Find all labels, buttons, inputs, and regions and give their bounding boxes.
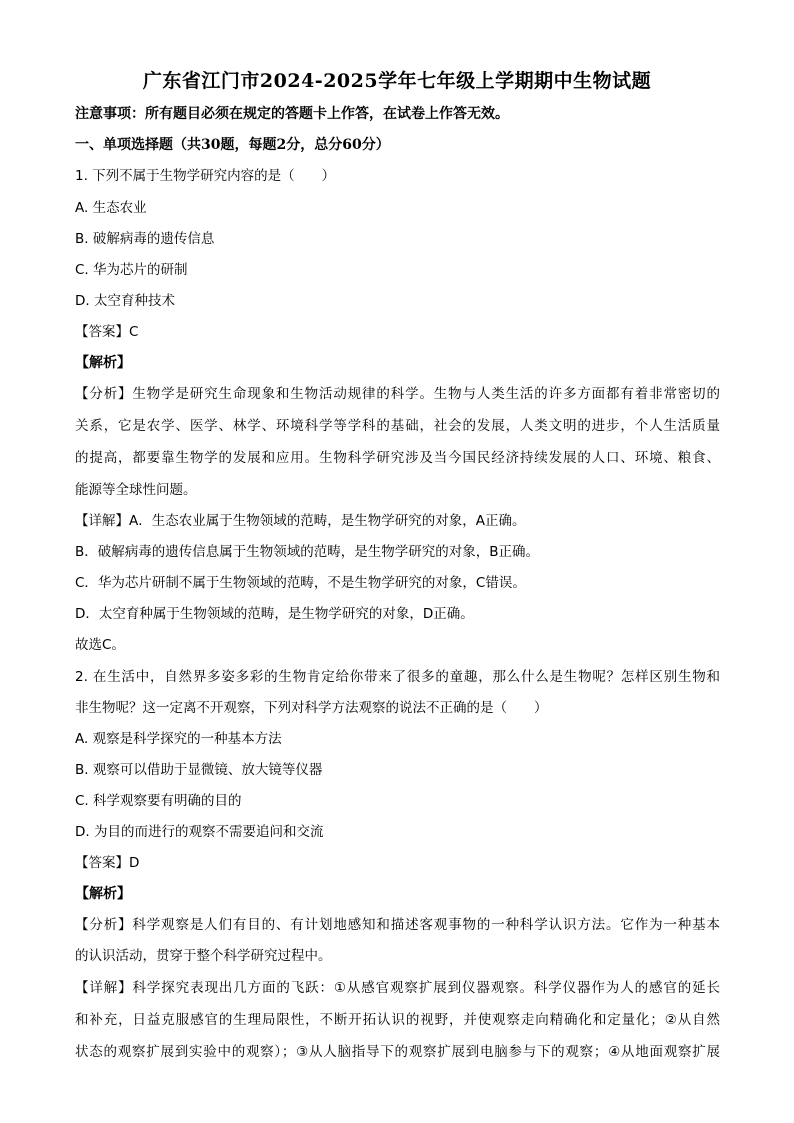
notice: 注意事项：所有题目必须在规定的答题卡上作答，在试卷上作答无效。 bbox=[75, 106, 509, 122]
question-1-analysis-label: 【解析】 bbox=[75, 355, 131, 371]
question-2-analysis-line: 的认识活动，贯穿于整个科学研究过程中。 bbox=[75, 948, 332, 964]
question-1-answer: 【答案】C bbox=[75, 324, 139, 340]
question-1-analysis-line: 能源等全球性问题。 bbox=[75, 482, 197, 498]
question-2-option-c: C. 科学观察要有明确的目的 bbox=[75, 793, 242, 809]
question-2-detail-line: 【详解】科学探究表现出几方面的飞跃：①从感官观察扩展到仪器观察。科学仪器作为人的感官的延长 bbox=[75, 980, 720, 996]
question-1-stem: 1. 下列不属于生物学研究内容的是（ ） bbox=[75, 168, 336, 184]
question-1-detail-line: D．太空育种属于生物领域的范畴，是生物学研究的对象，D正确。 bbox=[75, 606, 474, 622]
question-2-option-a: A. 观察是科学探究的一种基本方法 bbox=[75, 731, 282, 747]
question-1-detail-line: C．华为芯片研制不属于生物领域的范畴，不是生物学研究的对象，C错误。 bbox=[75, 575, 526, 591]
question-1-analysis-line: 关系，它是农学、医学、林学、环境科学等学科的基础，社会的发展，人类文明的进步，个人生活质量 bbox=[75, 418, 720, 434]
question-2-detail-line: 和补充，日益克服感官的生理局限性，不断开拓认识的视野，并使观察走向精确化和定量化；②从自然 bbox=[75, 1012, 720, 1028]
question-1-option-c: C. 华为芯片的研制 bbox=[75, 262, 188, 278]
section-heading: 一、单项选择题（共30题，每题2分，总分60分） bbox=[75, 137, 390, 153]
question-1-detail-line: 【详解】A．生态农业属于生物领域的范畴，是生物学研究的对象，A正确。 bbox=[75, 513, 526, 529]
question-1-option-a: A. 生态农业 bbox=[75, 200, 147, 216]
question-1-option-b: B. 破解病毒的遗传信息 bbox=[75, 231, 215, 247]
question-1-option-d: D. 太空育种技术 bbox=[75, 293, 175, 309]
page-title: 广东省江门市2024-2025学年七年级上学期期中生物试题 bbox=[142, 70, 652, 92]
question-2-option-d: D. 为目的而进行的观察不需要追问和交流 bbox=[75, 824, 324, 840]
question-2-analysis-line: 【分析】科学观察是人们有目的、有计划地感知和描述客观事物的一种科学认识方法。它作为一种基本 bbox=[75, 917, 720, 933]
question-2-stem-line: 非生物呢？这一定离不开观察，下列对科学方法观察的说法不正确的是（ ） bbox=[75, 700, 548, 716]
question-1-analysis-line: 的提高，都要靠生物学的发展和应用。生物科学研究涉及当今国民经济持续发展的人口、环境、粮食、 bbox=[75, 450, 720, 466]
question-1-analysis-line: 【分析】生物学是研究生命现象和生物活动规律的科学。生物与人类生活的许多方面都有着非常密切的 bbox=[75, 386, 720, 402]
question-2-analysis-label: 【解析】 bbox=[75, 886, 131, 902]
question-2-answer: 【答案】D bbox=[75, 855, 140, 871]
question-1-detail-line: B．破解病毒的遗传信息属于生物领域的范畴，是生物学研究的对象，B正确。 bbox=[75, 544, 540, 560]
question-2-stem-line: 2. 在生活中，自然界多姿多彩的生物肯定给你带来了很多的童趣，那么什么是生物呢？怎样区别生物和 bbox=[75, 669, 720, 685]
question-2-detail-line: 状态的观察扩展到实验中的观察）；③从人脑指导下的观察扩展到电脑参与下的观察；④从地面观察扩展 bbox=[75, 1044, 720, 1060]
question-2-option-b: B. 观察可以借助于显微镜、放大镜等仪器 bbox=[75, 762, 323, 778]
question-1-conclusion: 故选C。 bbox=[75, 637, 125, 653]
